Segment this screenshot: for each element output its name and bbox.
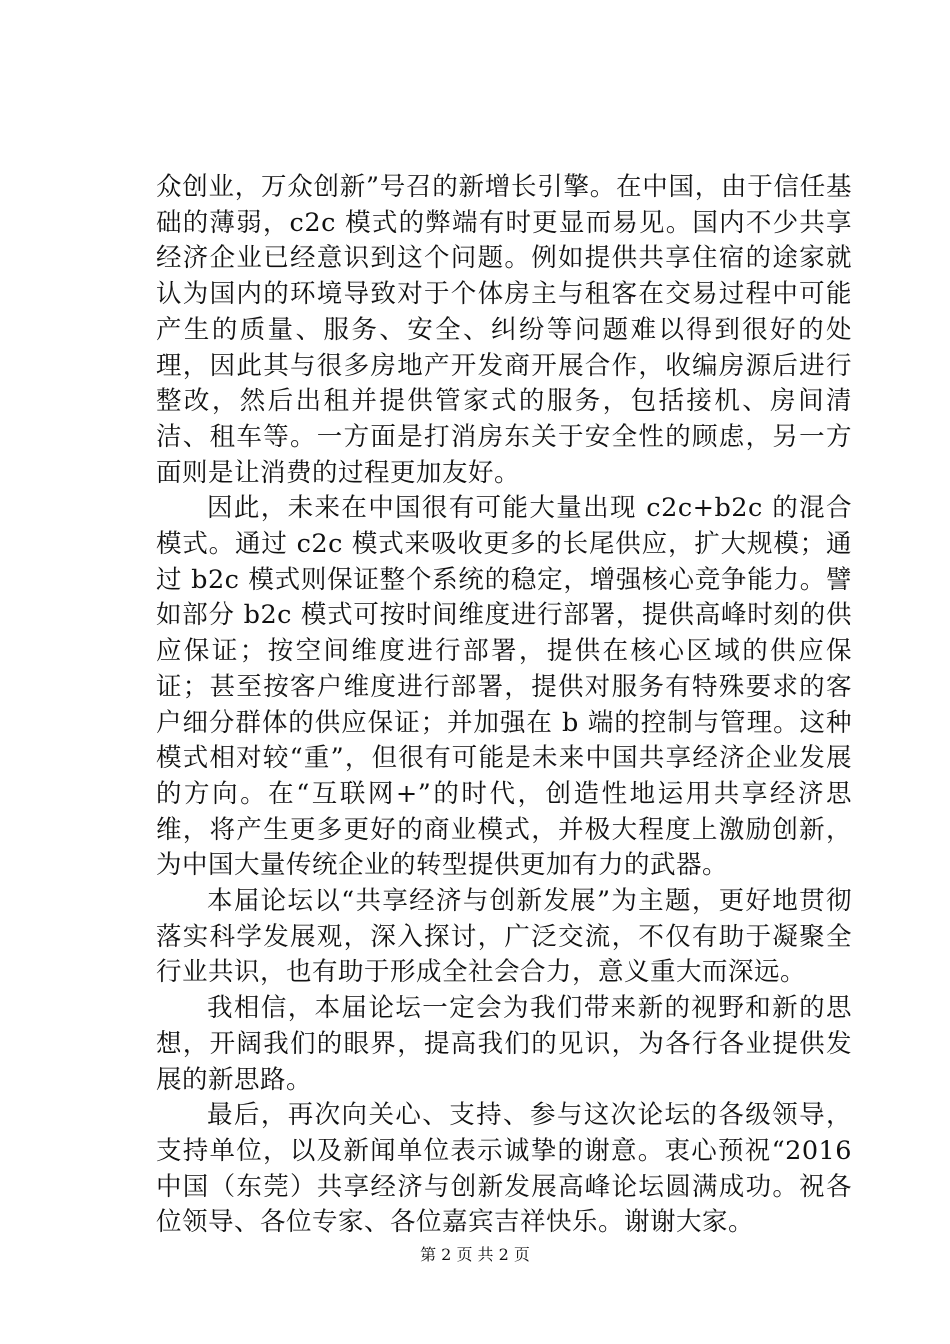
paragraph-5: 最后，再次向关心、支持、参与这次论坛的各级领导，支持单位，以及新闻单位表示诚挚的谢意。衷心预祝“2016 中国（东莞）共享经济与创新发展高峰论坛圆满成功。祝各位领导、各位专家、各位嘉宾吉祥快乐。谢谢大家。	[156, 1100, 852, 1238]
paragraph-3: 本届论坛以“共享经济与创新发展”为主题，更好地贯彻落实科学发展观，深入探讨，广泛交流，不仅有助于凝聚全行业共识，也有助于形成全社会合力，意义重大而深远。	[156, 886, 852, 988]
page-footer: 第 2 页 共 2 页	[420, 1245, 530, 1264]
paragraph-1: 众创业，万众创新”号召的新增长引擎。在中国，由于信任基础的薄弱，c2c 模式的弊端有时更显而易见。国内不少共享经济企业已经意识到这个问题。例如提供共享住宿的途家就认为国内的环境导致对于个体房主与租客在交易过程中可能产生的质量、服务、安全、纠纷等问题难以得到很好的处理，因此其与很多房地产开发商开展合作，收编房源后进行整改，然后出租并提供管家式的服务，包括接机、房间清洁、租车等。一方面是打消房东关于安全性的顾虑，另一方面则是让消费的过程更加友好。	[156, 172, 852, 488]
paragraph-2: 因此，未来在中国很有可能大量出现 c2c+b2c 的混合模式。通过 c2c 模式来吸收更多的长尾供应，扩大规模；通过 b2c 模式则保证整个系统的稳定，增强核心竞争能力。譬如部分 b2c 模式可按时间维度进行部署，提供高峰时刻的供应保证；按空间维度进行部署，提供在核心区域的供应保证；甚至按客户维度进行部署，提供对服务有特殊要求的客户细分群体的供应保证；并加强在 b 端的控制与管理。这种模式相对较“重”，但很有可能是未来中国共享经济企业发展的方向。在“互联网+”的时代，创造性地运用共享经济思维，将产生更多更好的商业模式，并极大程度上激励创新，为中国大量传统企业的转型提供更加有力的武器。	[156, 493, 852, 881]
document-body	[156, 170, 852, 1241]
paragraph-4: 我相信，本届论坛一定会为我们带来新的视野和新的思想，开阔我们的眼界，提高我们的见识，为各行各业提供发展的新思路。	[156, 993, 852, 1095]
